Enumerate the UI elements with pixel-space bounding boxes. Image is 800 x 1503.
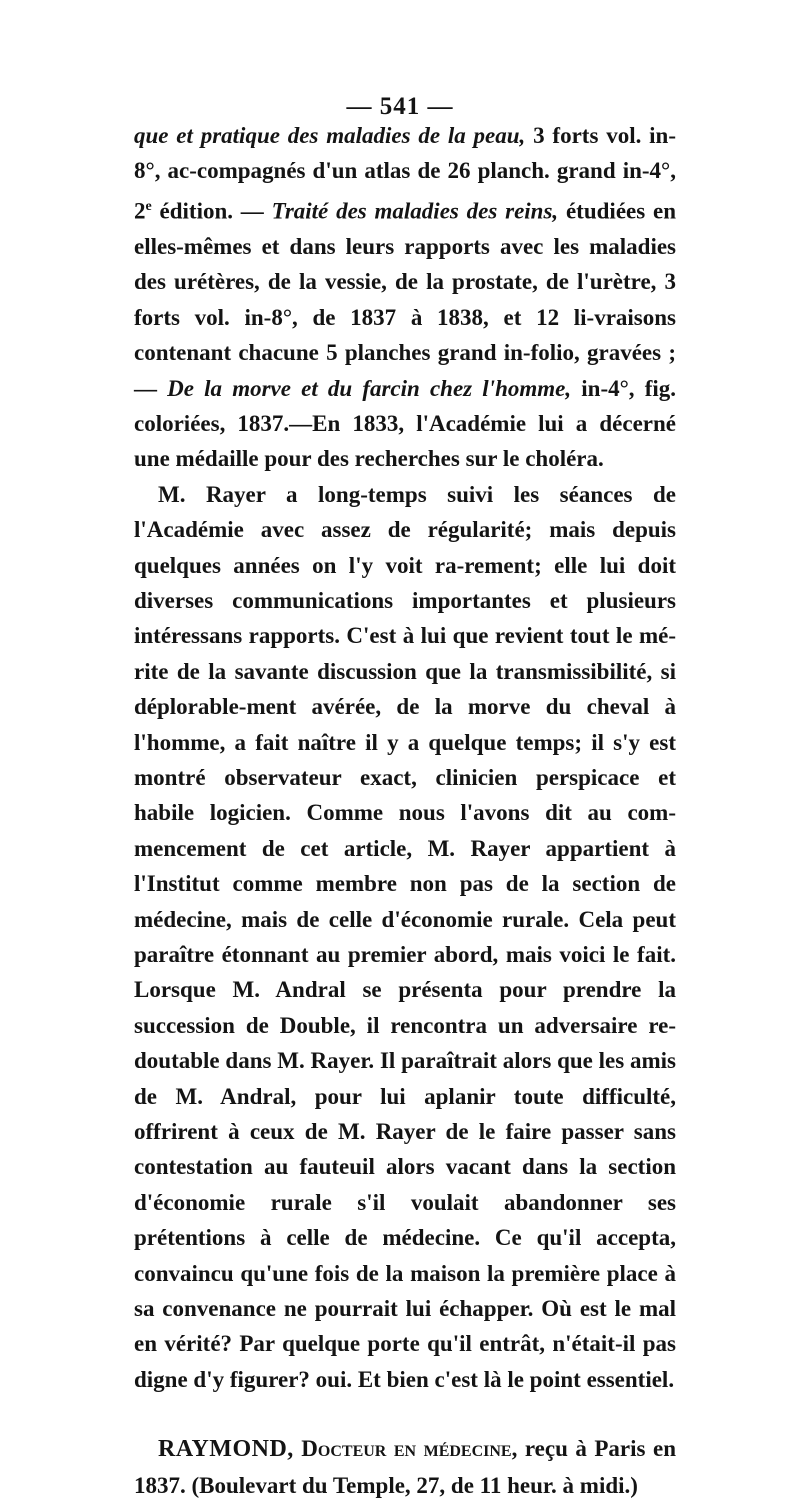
book-title-glanders: De la morve et du farcin chez l'homme, [167,375,572,401]
section-gap [134,1397,676,1431]
edition-superscript: e [145,198,152,214]
book-title-skin-diseases: que et pratique des maladies de la peau, [134,123,526,148]
body-text [134,118,676,1503]
continuation-text-4: in-4°, fig. coloriées, 1837.—En 1833, l'Académie lui a décerné une médaille pour des recherches sur le choléra. [134,375,677,472]
continuation-text-3: étudiées en elles-mêmes et dans leurs rapports avec les maladies des urétères, de la vessie, de la prostate, de l'urètre, 3 forts vol. in-8°, de 1837 à 1838, et 12 li-vraisons contenant chacune 5 planches grand in-folio, gravées ; — [134,198,676,401]
page-number: — 541 — [346,93,454,120]
raymond-entry [134,1431,676,1503]
continuation-text-1: 3 forts vol. in-8°, ac-compagnés d'un atlas de 26 planch. grand in-4°, 2 [134,123,676,224]
entry-details: reçu à Paris en 1837. (Boulevart du Temple, 27, de 11 heur. à midi.) [134,1436,676,1498]
entry-name: RAYMOND, [158,1436,294,1463]
entry-title: Docteur en médecine, [301,1436,518,1462]
continuation-paragraph [134,118,676,477]
rayer-paragraph: M. Rayer a long-temps suivi les séances de l'Académie avec assez de régularité; mais depuis quelques années on l'y voit ra-rement; elle lui doit diverses communications importantes et plusieurs intéressans rapports. C'est à lui que revient tout le mé-rite de la savante discussion que la transmissibilité, si déplorable-ment avérée, de la morve du cheval à l'homme, a fait naître il y a quelque temps; il s'y est montré observateur exact, clinicien perspicace et habile logicien. Comme nous l'avons dit au com-mencement de cet article, M. Rayer appartient à l'Institut comme membre non pas de la section de médecine, mais de celle d'économie rurale. Cela peut paraître étonnant au premier abord, mais voici le fait. Lorsque M. Andral se présenta pour prendre la succession de Double, il rencontra un adversaire re-doutable dans M. Rayer. Il paraîtrait alors que les amis de M. Andral, pour lui aplanir toute difficulté, offrirent à ceux de M. Rayer de le faire passer sans contestation au fauteuil alors vacant dans la section d'économie rurale s'il voulait abandonner ses prétentions à celle de médecine. Ce qu'il accepta, convaincu qu'une fois de la maison la première place à sa convenance ne pourrait lui échapper. Où est le mal en vérité? Par quelque porte qu'il entrât, n'était-il pas digne d'y figurer? oui. Et bien c'est là le point essentiel. [134,481,676,1392]
book-title-kidney-diseases: Traité des maladies des reins, [271,198,559,224]
continuation-text-2: édition. — [151,198,272,224]
